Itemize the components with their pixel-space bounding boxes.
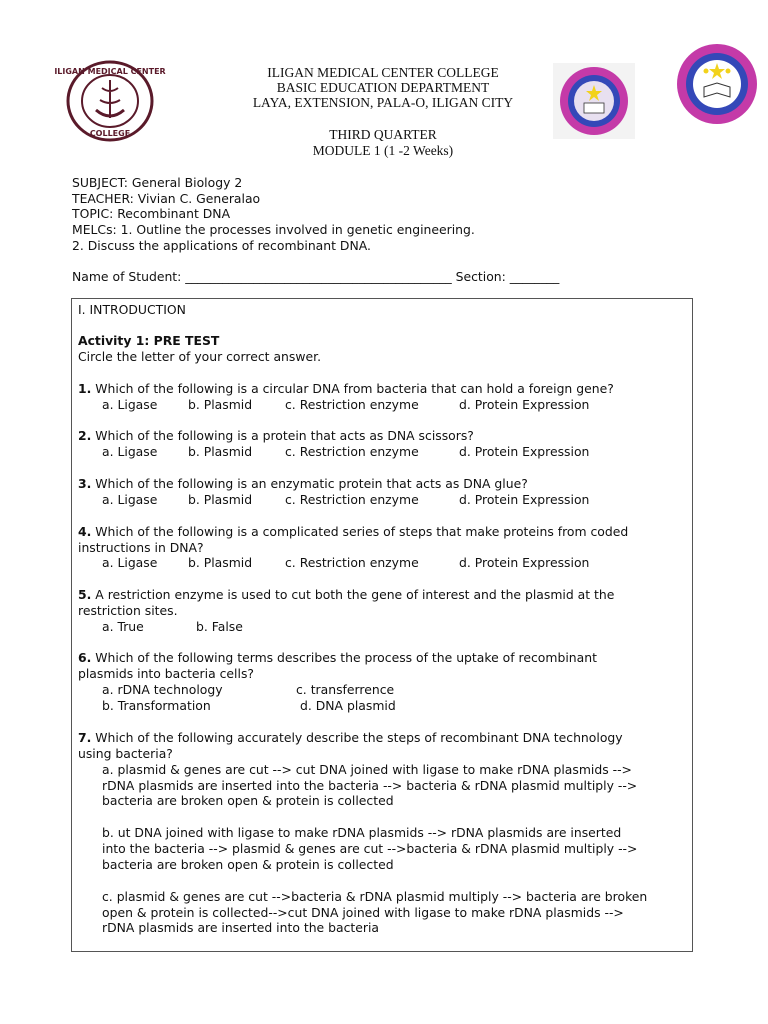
question-text: Which of the following accurately describe the steps of recombinant DNA technology [91, 730, 623, 745]
option[interactable]: b. Transformation [102, 698, 211, 713]
option[interactable]: b. Plasmid [188, 397, 253, 412]
choice-a-line3: bacteria are broken open & protein is collected [102, 793, 394, 808]
seal-top-text: ILIGAN MEDICAL CENTER [54, 67, 166, 76]
choice-c-line3: rDNA plasmids are inserted into the bacteria [102, 920, 380, 935]
school-address: LAYA, EXTENSION, PALA-O, ILIGAN CITY [252, 95, 514, 110]
question-4-cont: instructions in DNA? [78, 540, 204, 555]
question-5 [78, 587, 614, 603]
choice-a-line2: rDNA plasmids are inserted into the bacteria --> bacteria & rDNA plasmid multiply --> [102, 778, 638, 793]
choice-c-line1[interactable]: c. plasmid & genes are cut -->bacteria & rDNA plasmid multiply --> bacteria are broken [102, 889, 648, 904]
department-name: BASIC EDUCATION DEPARTMENT [276, 80, 490, 95]
choice-b-line2: into the bacteria --> plasmid & genes are cut -->bacteria & rDNA plasmid multiply --> [102, 841, 638, 856]
option[interactable]: d. Protein Expression [459, 397, 590, 412]
question-4 [78, 524, 628, 540]
option[interactable]: c. transferrence [296, 682, 395, 697]
option[interactable]: a. Ligase [102, 492, 158, 507]
question-number: 5. [78, 587, 92, 602]
question-text: Which of the following is a protein that acts as DNA scissors? [91, 428, 474, 443]
option[interactable]: d. Protein Expression [459, 555, 590, 570]
option[interactable]: a. Ligase [102, 397, 158, 412]
option[interactable]: b. Plasmid [188, 555, 253, 570]
question-text: A restriction enzyme is used to cut both the gene of interest and the plasmid at the [91, 587, 615, 602]
question-6 [78, 650, 597, 666]
option[interactable]: a. Ligase [102, 555, 158, 570]
seal-bottom-text: COLLEGE [89, 129, 131, 138]
question-number: 6. [78, 650, 92, 665]
option[interactable]: a. rDNA technology [102, 682, 223, 697]
instructions: Circle the letter of your correct answer. [78, 349, 322, 364]
question-3 [78, 476, 528, 492]
question-text: Which of the following is an enzymatic protein that acts as DNA glue? [91, 476, 528, 491]
question-text: Which of the following is a circular DNA from bacteria that can hold a foreign gene? [91, 381, 614, 396]
choice-c-line2: open & protein is collected-->cut DNA joined with ligase to make rDNA plasmids --> [102, 905, 624, 920]
question-5-cont: restriction sites. [78, 603, 178, 618]
question-text: Which of the following terms describes the process of the uptake of recombinant [91, 650, 597, 665]
choice-a-line1[interactable]: a. plasmid & genes are cut --> cut DNA joined with ligase to make rDNA plasmids --> [102, 762, 632, 777]
melc-2: 2. Discuss the applications of recombinant DNA. [72, 238, 371, 253]
module-label: MODULE 1 (1 -2 Weeks) [312, 143, 454, 158]
option[interactable]: c. Restriction enzyme [285, 492, 419, 507]
teacher-line: TEACHER: Vivian C. Generalao [72, 191, 261, 206]
question-2 [78, 428, 474, 444]
option[interactable]: a. True [102, 619, 144, 634]
section-heading: I. INTRODUCTION [78, 302, 186, 317]
school-name: ILIGAN MEDICAL CENTER COLLEGE [267, 65, 499, 80]
choice-b-line1[interactable]: b. ut DNA joined with ligase to make rDNA plasmids --> rDNA plasmids are inserted [102, 825, 622, 840]
melc-1: MELCs: 1. Outline the processes involved in genetic engineering. [72, 222, 475, 237]
option[interactable]: b. False [196, 619, 243, 634]
question-7-cont: using bacteria? [78, 746, 173, 761]
option[interactable]: d. DNA plasmid [300, 698, 396, 713]
school-emblem-logo [676, 43, 758, 125]
option[interactable]: b. Plasmid [188, 492, 253, 507]
question-number: 1. [78, 381, 92, 396]
subject-line: SUBJECT: General Biology 2 [72, 175, 243, 190]
question-number: 7. [78, 730, 92, 745]
option[interactable]: d. Protein Expression [459, 444, 590, 459]
question-7 [78, 730, 623, 746]
quarter-label: THIRD QUARTER [329, 127, 437, 142]
question-1 [78, 381, 614, 397]
question-text: Which of the following is a complicated series of steps that make proteins from coded [91, 524, 629, 539]
college-seal-logo [54, 60, 166, 142]
option[interactable]: b. Plasmid [188, 444, 253, 459]
option[interactable]: d. Protein Expression [459, 492, 590, 507]
option[interactable]: c. Restriction enzyme [285, 444, 419, 459]
activity-title: Activity 1: PRE TEST [78, 333, 220, 348]
option[interactable]: c. Restriction enzyme [285, 555, 419, 570]
question-number: 4. [78, 524, 92, 539]
topic-line: TOPIC: Recombinant DNA [72, 206, 231, 221]
choice-b-line3: bacteria are broken open & protein is collected [102, 857, 394, 872]
student-name-field[interactable]: Name of Student: ___________________________________________ Section: ________ [72, 269, 560, 284]
question-number: 2. [78, 428, 92, 443]
option[interactable]: c. Restriction enzyme [285, 397, 419, 412]
question-number: 3. [78, 476, 92, 491]
question-6-cont: plasmids into bacteria cells? [78, 666, 254, 681]
option[interactable]: a. Ligase [102, 444, 158, 459]
